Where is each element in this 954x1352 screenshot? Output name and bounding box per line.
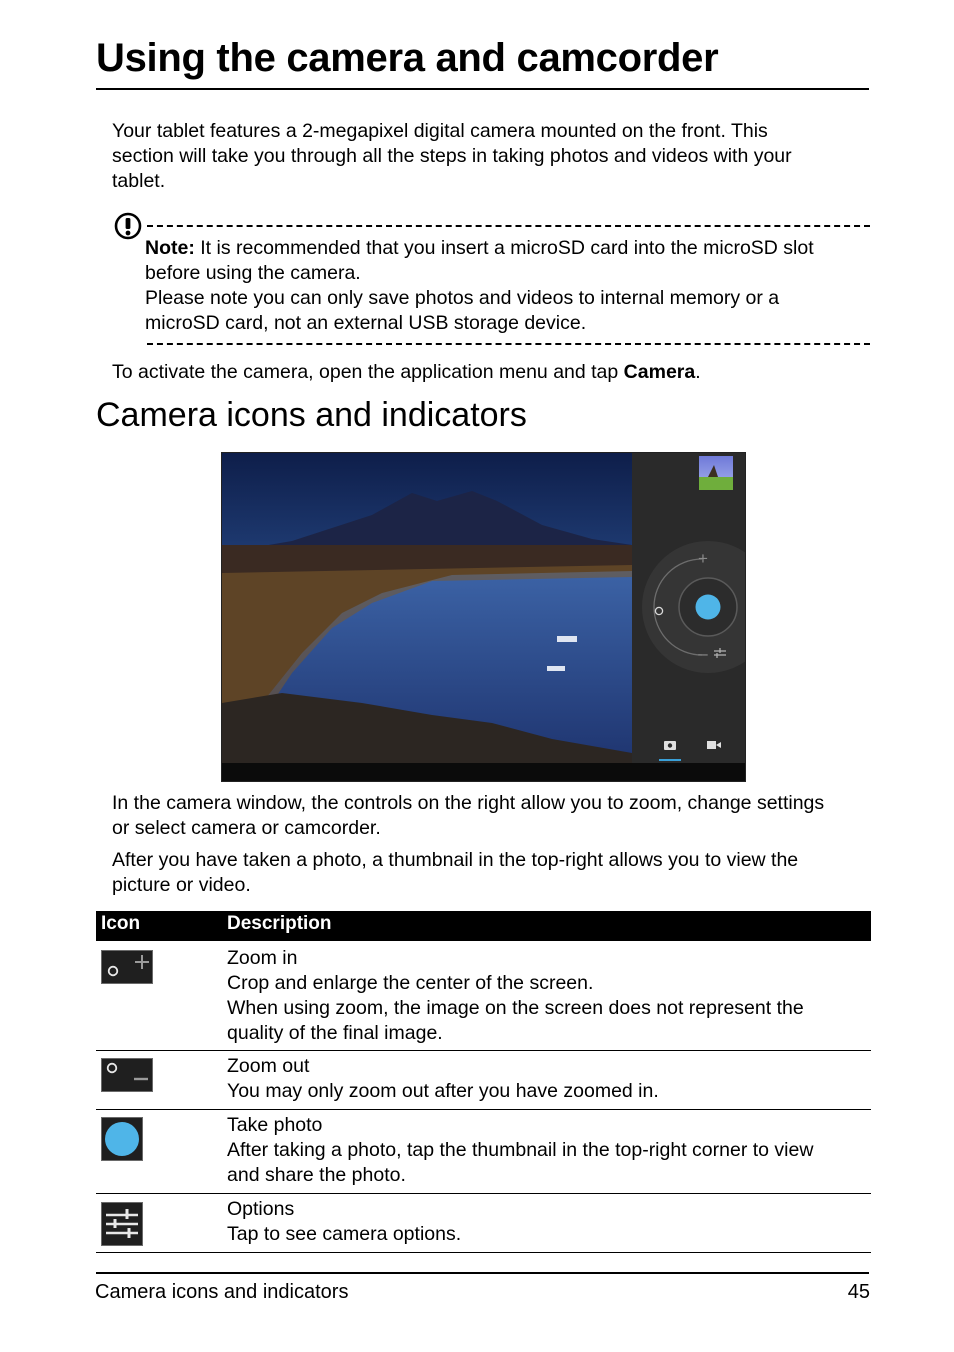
table-row [96, 1051, 871, 1110]
note-bottom-divider [147, 343, 870, 345]
table-row [96, 1194, 871, 1253]
table-row [96, 941, 871, 1051]
shutter-button-icon[interactable] [696, 595, 721, 620]
controls-description: In the camera window, the controls on the right allow you to zoom, change settings or select camera or camcorder. [112, 792, 825, 839]
icons-table [96, 911, 871, 1253]
camera-mode-indicator [659, 759, 681, 761]
dial-zoom-out-icon[interactable]: – [698, 644, 708, 663]
intro-paragraph: Your tablet features a 2-megapixel digital camera mounted on the front. This section will take you through all the steps in taking photos and videos with your tablet. [112, 120, 792, 192]
footer-rule [96, 1272, 869, 1274]
camera-mode-icon[interactable] [664, 741, 676, 750]
header-icon: Icon [101, 913, 141, 934]
camera-screenshot [221, 452, 746, 782]
note-top-divider [147, 225, 870, 227]
warning-icon [113, 210, 145, 242]
header-description: Description [227, 913, 332, 934]
zoom-in-description: Zoom in Crop and enlarge the center of the screen. When using zoom, the image on the screen does not represent the quality of the final image. [227, 947, 804, 1044]
dial-zoom-in-icon[interactable]: + [698, 549, 708, 568]
take-photo-description: Take photo After taking a photo, tap the thumbnail in the top-right corner to view and share the photo. [227, 1114, 814, 1186]
options-description: Options Tap to see camera options. [227, 1198, 462, 1245]
note-text: Note: It is recommended that you insert a microSD card into the microSD slot before using the camera. Please note you can only save photos and videos to internal memory or a microSD card, not an external USB storage device. [145, 237, 814, 334]
page-number: 45 [847, 1281, 870, 1303]
options-icon [101, 1202, 143, 1246]
table-header [96, 911, 871, 941]
page-title: Using the camera and camcorder [96, 36, 719, 80]
footer-section-title: Camera icons and indicators [95, 1281, 349, 1303]
title-rule [96, 88, 869, 90]
zoom-in-icon [101, 950, 153, 984]
section-heading: Camera icons and indicators [96, 396, 527, 434]
zoom-out-icon [101, 1058, 153, 1092]
activate-instruction: To activate the camera, open the application menu and tap Camera. [112, 361, 701, 383]
zoom-out-description: Zoom out You may only zoom out after you have zoomed in. [227, 1055, 659, 1102]
photo-thumbnail[interactable] [699, 456, 733, 490]
thumbnail-description: After you have taken a photo, a thumbnail in the top-right allows you to view the picture or video. [112, 849, 799, 896]
shutter-icon [101, 1117, 143, 1161]
table-row [96, 1110, 871, 1194]
navigation-bar [222, 763, 745, 781]
